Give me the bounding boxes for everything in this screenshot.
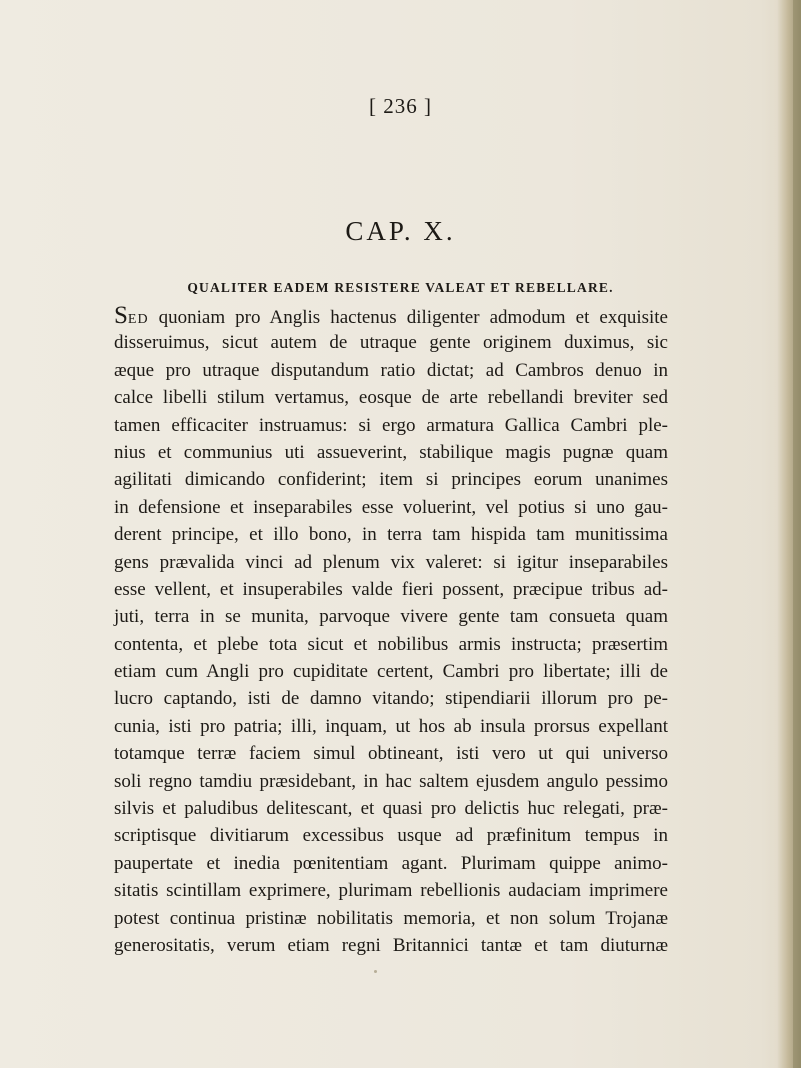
text-line: æque pro utraque disputandum ratio dictat; ad Cambros denuo in <box>114 359 668 381</box>
text-line: totamque terræ faciem simul obtineant, isti vero ut qui universo <box>114 743 668 765</box>
text-line: scriptisque divitiarum excessibus usque ad præfinitum tempus in <box>114 825 668 847</box>
drop-capital: S <box>114 302 128 329</box>
text-line: in defensione et inseparabiles esse voluerint, vel potius si uno gau- <box>114 496 668 518</box>
text-line: soli regno tamdiu præsidebant, in hac saltem ejusdem angulo pessimo <box>114 770 668 792</box>
paper-speck <box>374 970 377 973</box>
page-number: [ 236 ] <box>369 94 432 118</box>
first-line-text: quoniam pro Anglis hactenus diligenter admodum et exquisite <box>148 307 668 328</box>
text-line: agilitati dimicando confiderint; item si principes eorum unanimes <box>114 469 668 491</box>
text-line: generositatis, verum etiam regni Britannici tantæ et tam diuturnæ <box>114 934 668 956</box>
text-line: disseruimus, sicut autem de utraque gente originem duximus, sic <box>114 332 668 354</box>
text-line-1 <box>114 302 668 329</box>
chapter-heading: CAP. X. <box>345 216 456 246</box>
text-line: juti, terra in se munita, parvoque vivere gente tam consueta quam <box>114 606 668 628</box>
text-line: calce libelli stilum vertamus, eosque de arte rebellandi breviter sed <box>114 387 668 409</box>
text-line: esse vellent, et insuperabiles valde fieri possent, præcipue tribus ad- <box>114 578 668 600</box>
text-line: sitatis scintillam exprimere, plurimam rebellionis audaciam imprimere <box>114 880 668 902</box>
text-line: derent principe, et illo bono, in terra tam hispida tam munitissima <box>114 524 668 546</box>
page-edge <box>793 0 801 1068</box>
text-line: paupertate et inedia pœnitentiam agant. Plurimam quippe animo- <box>114 852 668 874</box>
text-line: gens prævalida vinci ad plenum vix valeret: si igitur inseparabiles <box>114 551 668 573</box>
text-line: lucro captando, isti de damno vitando; stipendiarii illorum pro pe- <box>114 688 668 710</box>
small-caps-word: ED <box>127 312 149 327</box>
body-text <box>114 302 668 959</box>
text-line: tamen efficaciter instruamus: si ergo armatura Gallica Cambri ple- <box>114 414 668 436</box>
text-line: potest continua pristinæ nobilitatis memoria, et non solum Trojanæ <box>114 907 668 929</box>
text-line: silvis et paludibus delitescant, et quasi pro delictis huc relegati, præ- <box>114 798 668 820</box>
text-line: cunia, isti pro patria; illi, inquam, ut hos ab insula prorsus expellant <box>114 715 668 737</box>
text-line: etiam cum Angli pro cupiditate certent, Cambri pro libertate; illi de <box>114 661 668 683</box>
chapter-subtitle: QUALITER EADEM RESISTERE VALEAT ET REBELLARE. <box>187 280 614 295</box>
text-line: nius et communius uti assueverint, stabilique magis pugnæ quam <box>114 441 668 463</box>
text-line: contenta, et plebe tota sicut et nobilibus armis instructa; præsertim <box>114 633 668 655</box>
